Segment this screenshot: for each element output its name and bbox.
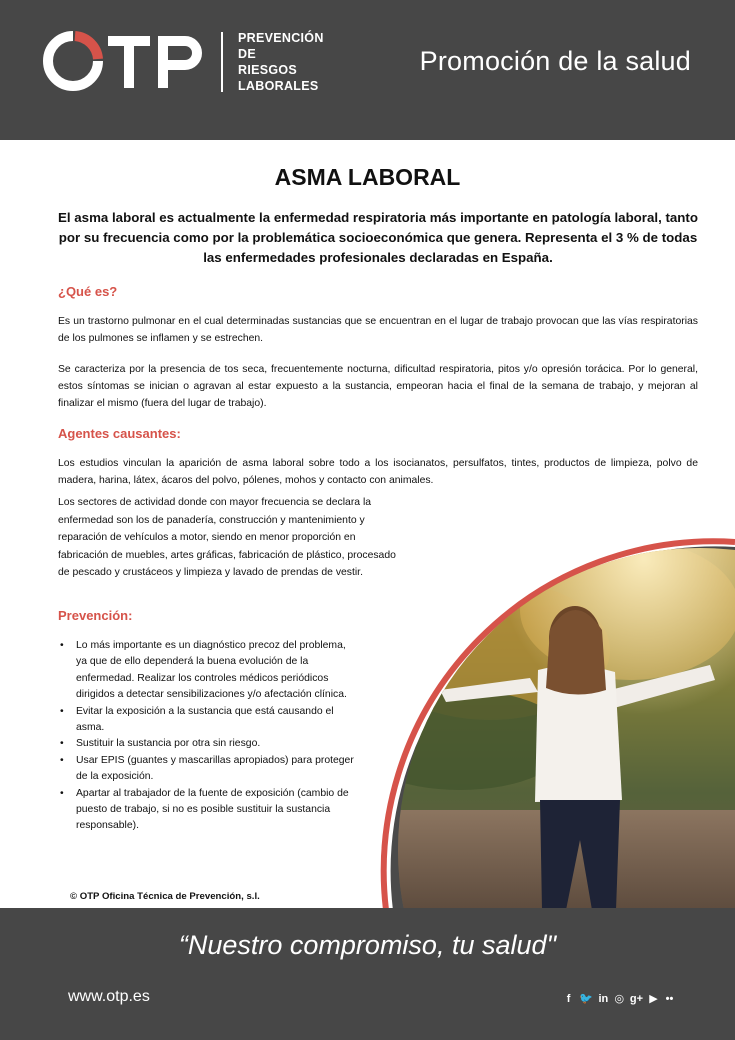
list-item (58, 638, 358, 704)
twitter-icon[interactable]: 🐦 (579, 993, 593, 1005)
otp-wordmark-logo (40, 28, 208, 94)
que-es-paragraph: Se caracteriza por la presencia de tos seca, frecuentemente nocturna, dificultad respiratoria, pitos y/o opresión torácica. Por lo general, estos síntomas se inician o agravan al estar expuesto a la sustancia, empeoran hacia el final de la semana de trabajo, y mejoran al finalizar el mismo (fuera del lugar de trabajo). (58, 364, 698, 409)
list-item (58, 736, 358, 752)
document-title: ASMA LABORAL (274, 164, 461, 190)
facebook-icon[interactable]: f (566, 992, 571, 1005)
agentes-paragraph: Los estudios vinculan la aparición de asma laboral sobre todo a los isocianatos, persulfatos, tintes, productos de limpieza, polvo de madera, harina, látex, ácaros del polvo, pólenes, mohos y contacto con animales. (58, 458, 698, 486)
list-item-text: Usar EPIS (guantes y mascarillas apropiados) para proteger de la exposición. (76, 754, 354, 783)
logo-tagline-line: PREVENCIÓN (238, 31, 324, 45)
google-plus-icon[interactable]: g+ (629, 992, 643, 1005)
bullet-icon: • (60, 787, 64, 799)
header-band (0, 0, 735, 140)
website-link[interactable]: www.otp.es (68, 988, 150, 1005)
logo-tagline (238, 30, 324, 94)
list-item-text: Evitar la exposición a la sustancia que está causando el asma. (76, 705, 334, 734)
section-heading-agentes: Agentes causantes: (58, 426, 181, 441)
list-item-text: Lo más importante es un diagnóstico precoz del problema, ya que de ello dependerá la buena evolución de la enfermedad. Realizar los controles médicos periódicos dirigidos a detectar sensibilizaciones y/o afectación clínica. (76, 640, 347, 701)
bullet-icon: • (60, 738, 64, 750)
agentes-sectors-paragraph: Los sectores de actividad donde con mayor frecuencia se declara la enfermedad son los de panadería, construcción y mantenimiento y reparación de vehículos a motor, siendo en menor proporción en fabricación de muebles, artes gráficas, fabricación de plástico, procesado de pescado y crustáceos y limpieza y lavado de prendas de vestir. (58, 497, 396, 578)
instagram-icon[interactable]: ◎ (614, 993, 625, 1005)
section-heading-prevencion: Prevención: (58, 608, 133, 623)
linkedin-icon[interactable]: in (598, 992, 609, 1005)
section-heading-que-es: ¿Qué es? (58, 284, 118, 299)
list-item-text: Apartar al trabajador de la fuente de exposición (cambio de puesto de trabajo, si no es posible sustituir la sustancia responsable). (76, 787, 349, 832)
footer-slogan: “Nuestro compromiso, tu salud" (178, 930, 557, 960)
footer-band (0, 908, 735, 1040)
woman-outdoors-photo (370, 520, 735, 910)
list-item (58, 786, 358, 835)
intro-paragraph: El asma laboral es actualmente la enfermedad respiratoria más importante en patología laboral, tanto por su frecuencia como por la problemática socioeconómica que genera. Representa el 3 % de todas las enfermedades profesionales declaradas en España. (58, 210, 698, 265)
logo-tagline-line: DE (238, 47, 256, 61)
flickr-icon[interactable]: •• (665, 992, 674, 1005)
bullet-icon: • (60, 754, 64, 766)
social-icons (563, 992, 675, 1005)
logo-divider (221, 32, 223, 92)
youtube-icon[interactable]: ▶ (649, 993, 658, 1005)
logo-tagline-line: RIESGOS (238, 63, 298, 77)
que-es-paragraph: Es un trastorno pulmonar en el cual determinadas sustancias que se encuentran en el lugar de trabajo provocan que las vías respiratorias de los pulmones se inflamen y se estrechen. (58, 316, 698, 344)
copyright-text: © OTP Oficina Técnica de Prevención, s.l. (70, 891, 260, 902)
bullet-icon: • (60, 705, 64, 717)
prevention-list (58, 638, 358, 835)
list-item-text: Sustituir la sustancia por otra sin riesgo. (76, 738, 261, 750)
logo-tagline-line: LABORALES (238, 79, 319, 93)
otp-logo[interactable] (40, 28, 340, 98)
header-title: Promoción de la salud (419, 46, 691, 76)
bullet-icon: • (60, 640, 64, 651)
list-item (58, 704, 358, 737)
list-item (58, 753, 358, 786)
